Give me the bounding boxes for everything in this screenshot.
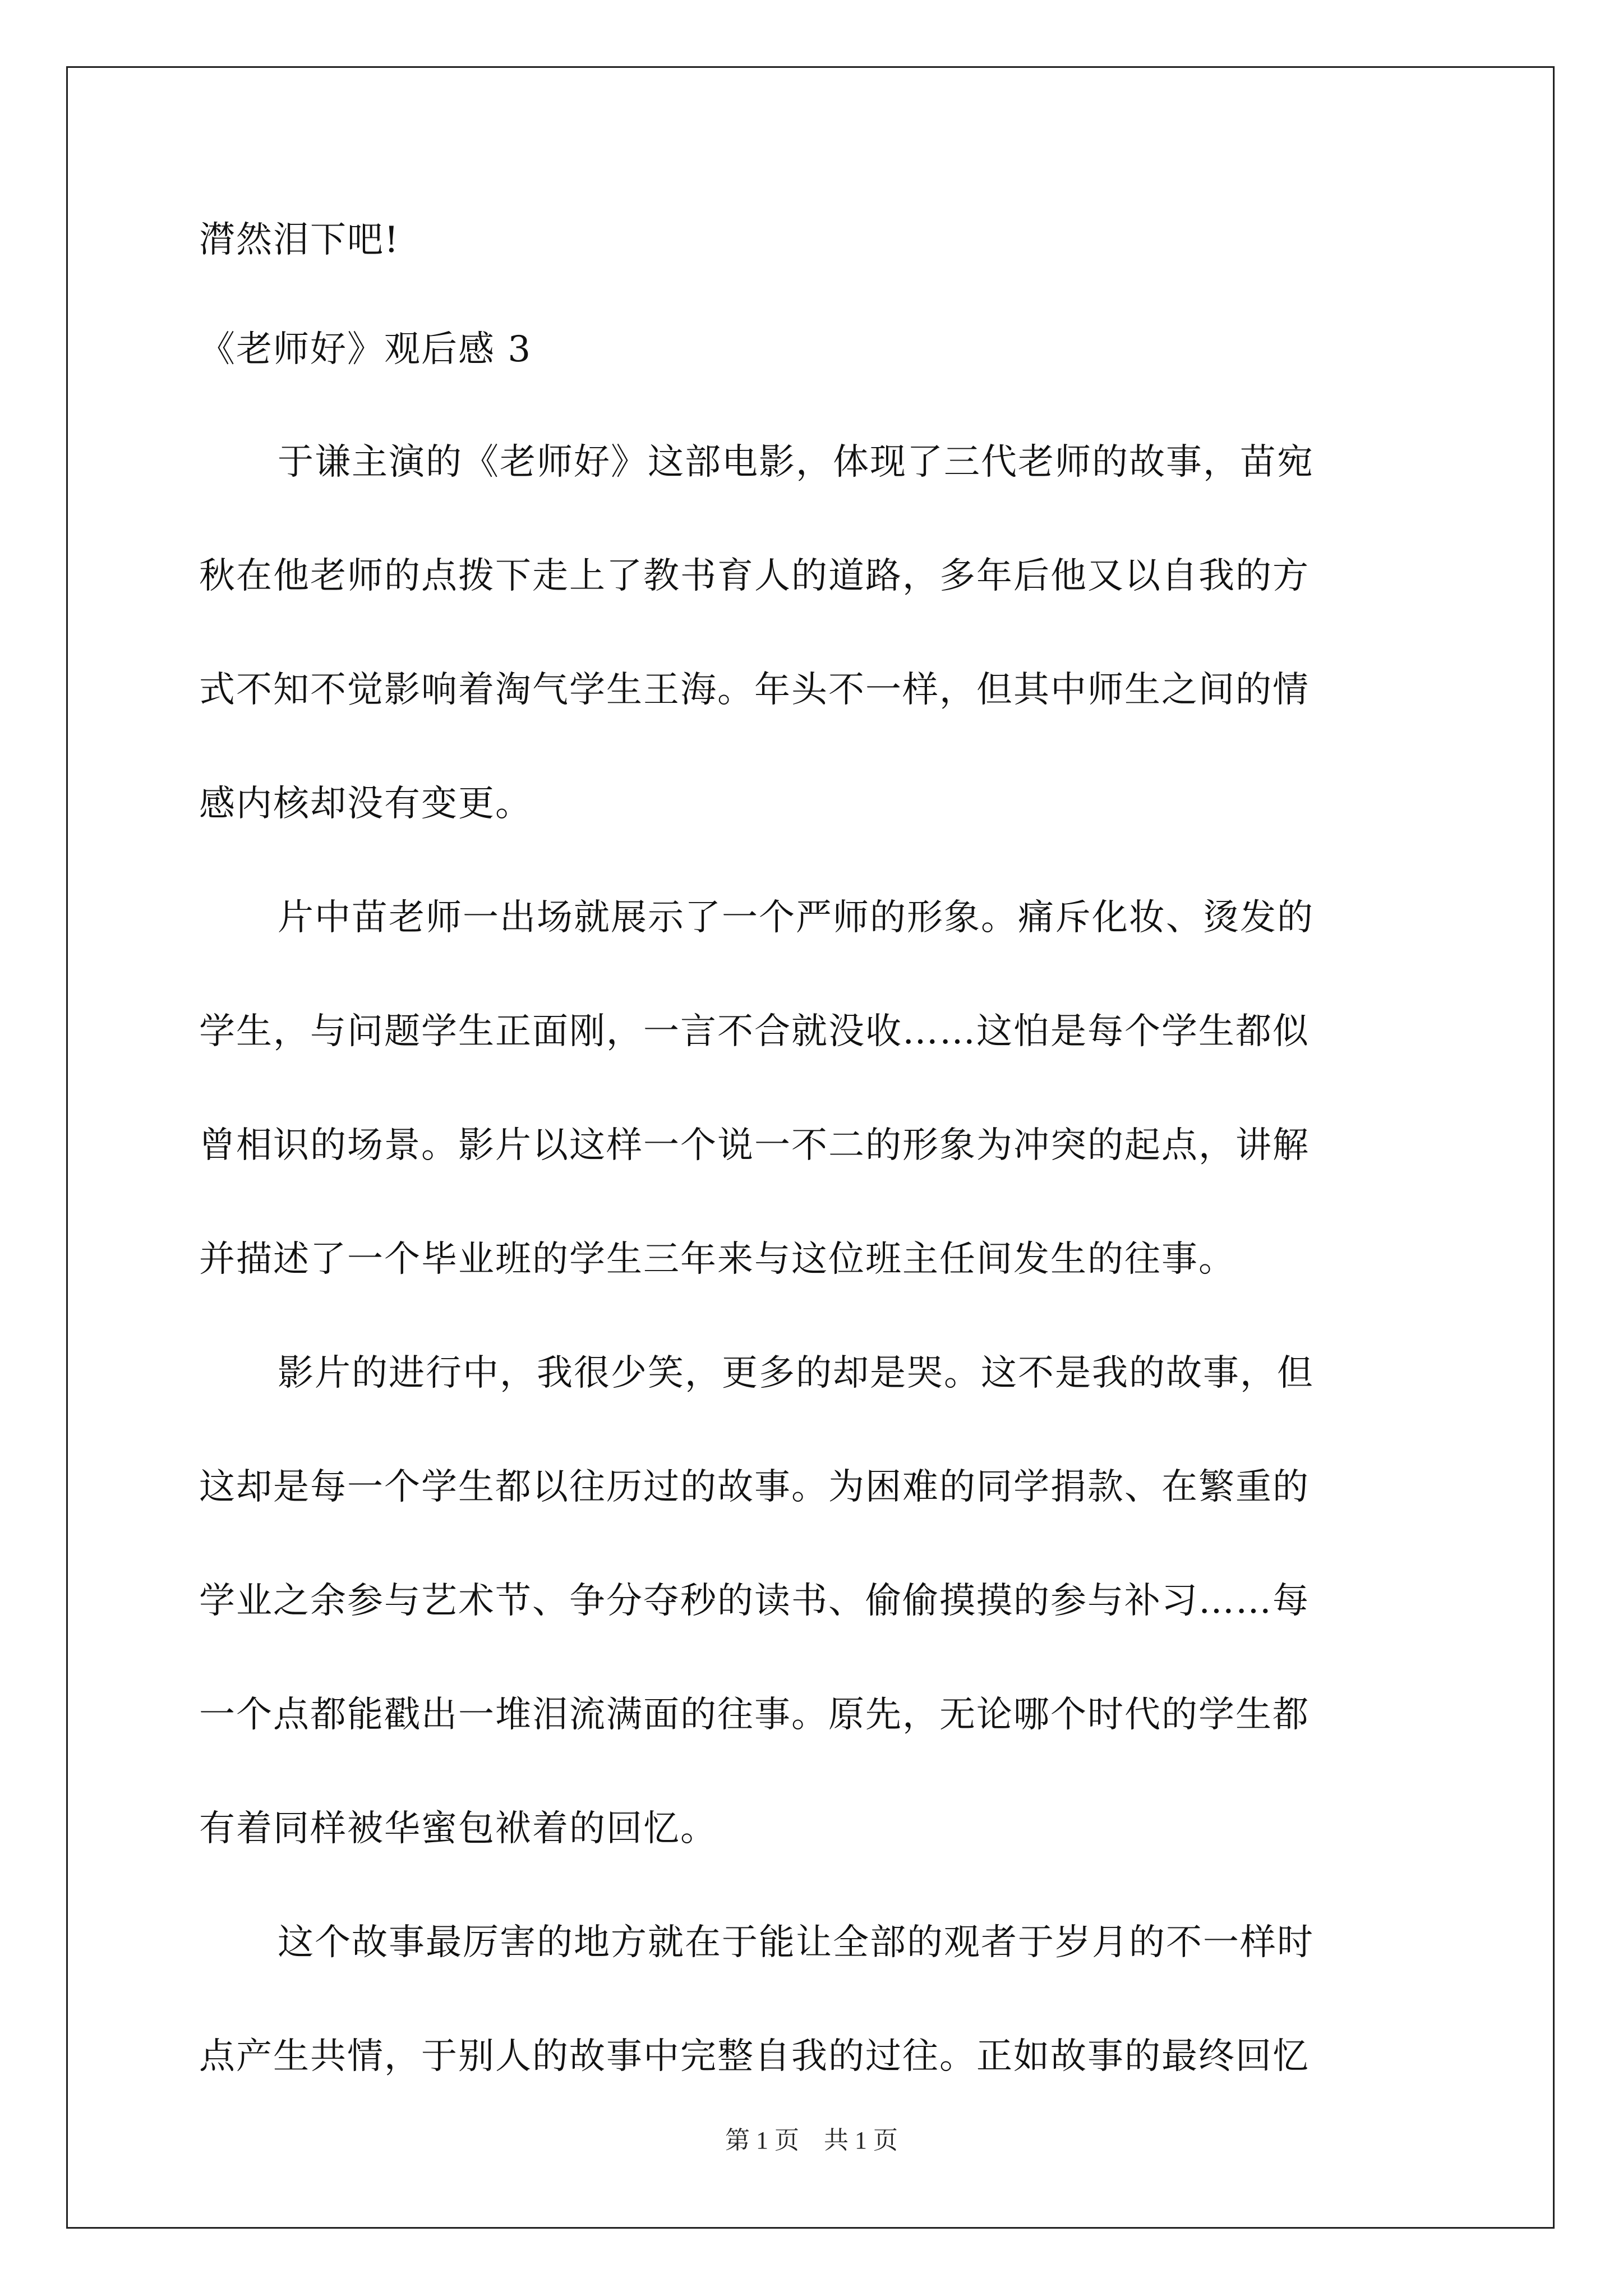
paragraph-line: 秋在他老师的点拨下走上了教书育人的道路，多年后他又以自我的方 [199,555,1310,597]
paragraph-line: 学业之余参与艺术节、争分夺秒的读书、偷偷摸摸的参与补习……每 [199,1580,1310,1622]
paragraph-line: 有着同样被华蜜包袱着的回忆。 [199,1808,717,1849]
paragraph-3 [199,1346,1422,1856]
paragraph-line: 一个点都能戳出一堆泪流满面的往事。原先，无论哪个时代的学生都 [199,1694,1310,1736]
paragraph-line: 这却是每一个学生都以往历过的故事。为困难的同学捐款、在繁重的 [199,1466,1310,1508]
paragraph-line: 点产生共情，于别人的故事中完整自我的过往。正如故事的最终回忆 [199,2036,1310,2077]
document-body [199,213,1422,2083]
paragraph-line: 学生，与问题学生正面刚，一言不合就没收……这怕是每个学生都似 [199,1011,1310,1052]
paragraph-4 [199,1916,1422,2083]
paragraph-line: 于谦主演的《老师好》这部电影，体现了三代老师的故事，苗宛 [278,441,1314,483]
paragraph-line: 片中苗老师一出场就展示了一个严师的形象。痛斥化妆、烫发的 [278,897,1314,938]
paragraph-line: 感内核却没有变更。 [199,783,532,825]
page-footer: 第 1 页 共 1 页 [725,2127,898,2154]
paragraph-line: 并描述了一个毕业班的学生三年来与这位班主任间发生的往事。 [199,1239,1235,1280]
section-title: 《老师好》观后感 3 [199,329,532,370]
paragraph-2 [199,891,1422,1286]
paragraph-line: 影片的进行中，我很少笑，更多的却是哭。这不是我的故事，但 [278,1352,1314,1394]
paragraph-line: 式不知不觉影响着淘气学生王海。年头不一样，但其中师生之间的情 [199,669,1310,711]
intro-line: 潸然泪下吧! [199,219,400,261]
paragraph-line: 曾相识的场景。影片以这样一个说一不二的形象为冲突的起点，讲解 [199,1125,1310,1166]
paragraph-1 [199,435,1422,831]
paragraph-line: 这个故事最厉害的地方就在于能让全部的观者于岁月的不一样时 [278,1922,1314,1963]
